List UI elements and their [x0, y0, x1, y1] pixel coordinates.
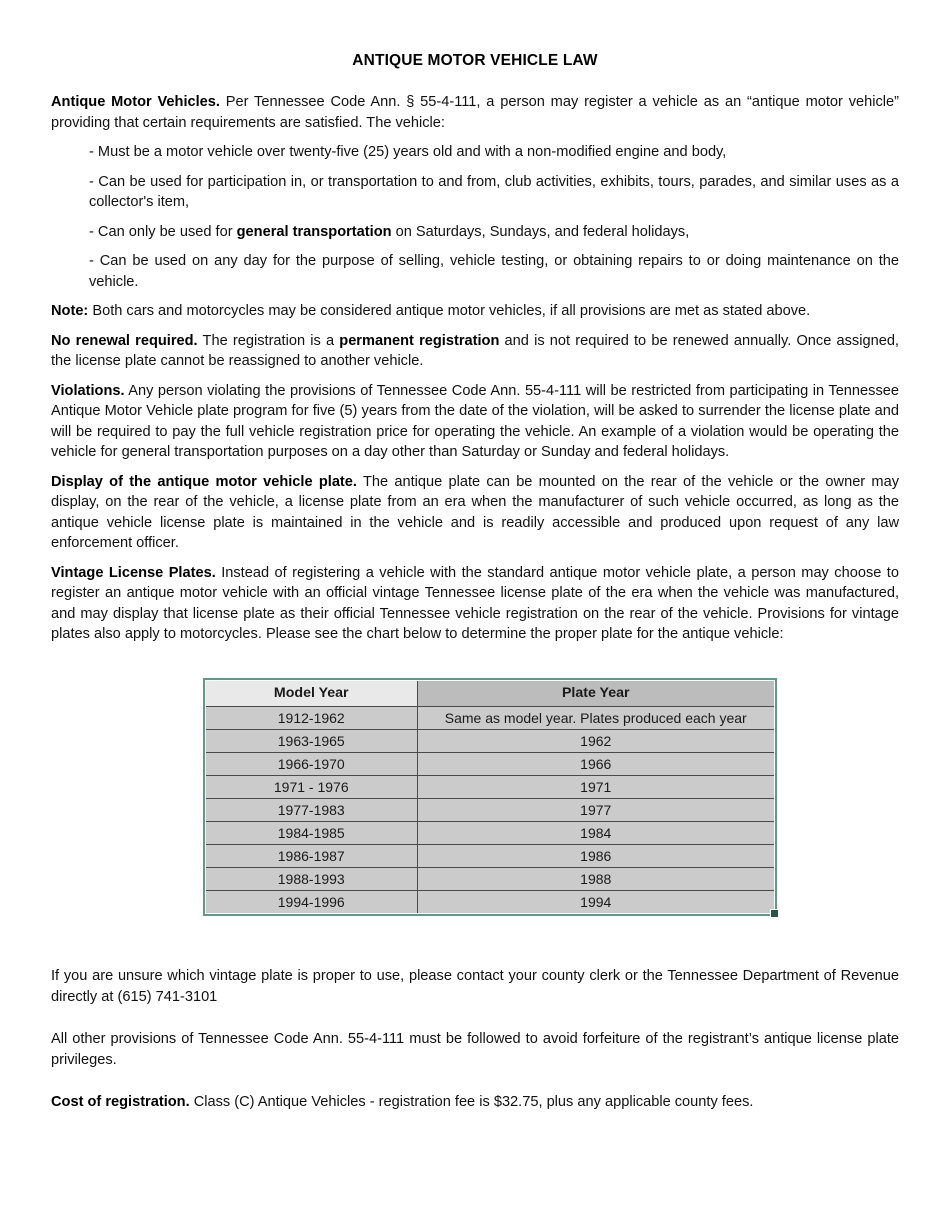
cell-model-year: 1966-1970	[206, 752, 417, 775]
cell-model-year: 1988-1993	[206, 867, 417, 890]
cell-model-year: 1912-1962	[206, 706, 417, 729]
plate-year-table	[206, 681, 774, 913]
list-item	[51, 172, 899, 213]
intro-text: Per Tennessee Code Ann. § 55-4-111, a person may register a vehicle as an “antique motor vehicle” providing that certain requirements are satisfied. The vehicle:	[51, 94, 900, 131]
paragraph-other-provisions	[51, 1029, 899, 1070]
section-body-display: The antique plate can be mounted on the rear of the vehicle or the owner may display, on the rear of the vehicle, a license plate from an era when the manufacturer of such vehicle occurred, as long as the antique vehicle license plate is maintained in the vehicle and is readily accessible and produced upon request of any law enforcement officer.	[51, 473, 899, 551]
cost-text: Class (C) Antique Vehicles - registration fee is $32.75, plus any applicable county fees.	[189, 1094, 754, 1110]
cell-model-year: 1994-1996	[206, 890, 417, 913]
cell-plate-year: 1962	[417, 729, 774, 752]
section-body-violations: Any person violating the provisions of Tennessee Code Ann. 55-4-111 will be restricted from participating in Tennessee Antique Motor Vehicle plate program for five (5) years from the date of the violation, will be asked to surrender the license plate and will be required to pay the full vehicle registration price for operating the vehicle. An example of a violation would be operating the vehicle for general transportation purposes on a day other than Saturday or Sunday and federal holidays.	[51, 382, 899, 460]
cell-plate-year: Same as model year. Plates produced each year	[417, 706, 774, 729]
plate-year-table-container	[203, 678, 777, 916]
section-lead-no-renewal: No renewal required.	[51, 332, 198, 349]
table-row	[206, 867, 774, 890]
section-lead-vintage-plates: Vintage License Plates.	[51, 564, 216, 581]
paragraph-note	[51, 301, 899, 322]
cell-model-year: 1963-1965	[206, 729, 417, 752]
bullet-text-before: - Can only be used for	[89, 223, 237, 240]
section-lead-display: Display of the antique motor vehicle plate.	[51, 473, 357, 490]
section-body-no-renewal-cont: and is not required to be renewed annually. Once assigned, the license plate cannot be reassigned to another vehicle.	[51, 332, 899, 369]
cell-plate-year: 1988	[417, 867, 774, 890]
cell-model-year: 1984-1985	[206, 821, 417, 844]
paragraph-display	[51, 472, 899, 554]
paragraph-contact	[51, 966, 899, 1007]
table-row	[206, 706, 774, 729]
list-item	[51, 251, 899, 292]
table-row	[206, 844, 774, 867]
bullet-text-after: on Saturdays, Sundays, and federal holidays,	[391, 223, 690, 240]
bullet-text-before: - Can be used on any day for the purpose of selling, vehicle testing, or obtaining repairs to or doing maintenance on the vehicle.	[89, 253, 899, 290]
section-body-no-renewal: The registration is a	[197, 332, 340, 349]
cell-plate-year: 1994	[417, 890, 774, 913]
table-body	[206, 706, 774, 913]
contact-text: If you are unsure which vintage plate is proper to use, please contact your county clerk or the Tennessee Department of Revenue directly at (615) 741-3101	[51, 968, 899, 1005]
section-lead-violations: Violations.	[51, 382, 125, 399]
column-header-plate-year: Plate Year	[417, 681, 774, 706]
cell-model-year: 1986-1987	[206, 844, 417, 867]
spreadsheet-selection-frame	[203, 678, 777, 916]
bullet-text-before: - Must be a motor vehicle over twenty-five (25) years old and with a non-modified engine and body,	[89, 144, 727, 160]
paragraph-no-renewal	[51, 331, 899, 372]
table-header-row	[206, 681, 774, 706]
section-body-vintage-plates: Instead of registering a vehicle with the standard antique motor vehicle plate, a person may choose to register an antique motor vehicle with an official vintage Tennessee license plate of the era when the vehicle was manufactured, and may display that license plate as their official Tennessee vehicle registration on the rear of the vehicle. Provisions for vintage plates also apply to motorcycles. Please see the chart below to determine the proper plate for the antique vehicle:	[51, 564, 899, 642]
table-row	[206, 798, 774, 821]
document-footer-body	[51, 966, 899, 1113]
paragraph-vintage-plates	[51, 563, 899, 645]
table-row	[206, 775, 774, 798]
cell-model-year: 1971 - 1976	[206, 775, 417, 798]
cell-plate-year: 1986	[417, 844, 774, 867]
paragraph-violations	[51, 381, 899, 463]
page-title: ANTIQUE MOTOR VEHICLE LAW	[352, 52, 598, 69]
table-row	[206, 821, 774, 844]
cell-plate-year: 1984	[417, 821, 774, 844]
cell-plate-year: 1971	[417, 775, 774, 798]
list-item	[51, 222, 899, 243]
section-body-emphasis: permanent registration	[339, 332, 500, 349]
cost-lead-label: Cost of registration.	[51, 1094, 190, 1110]
section-body-note: Both cars and motorcycles may be considered antique motor vehicles, if all provisions are met as stated above.	[88, 303, 811, 319]
bullet-text-bold: general transportation	[236, 223, 392, 240]
table-row	[206, 890, 774, 913]
paragraph-intro	[51, 92, 899, 133]
table-row	[206, 729, 774, 752]
other-provisions-text: All other provisions of Tennessee Code Ann. 55-4-111 must be followed to avoid forfeiture of the registrant’s antique license plate privileges.	[51, 1031, 899, 1068]
intro-lead-label: Antique Motor Vehicles.	[51, 94, 220, 110]
spreadsheet-fill-handle[interactable]	[770, 909, 779, 918]
section-lead-note: Note:	[51, 303, 89, 319]
list-item	[51, 142, 899, 163]
paragraph-cost	[51, 1092, 899, 1113]
cell-model-year: 1977-1983	[206, 798, 417, 821]
document-body	[51, 92, 899, 645]
bullet-text-before: - Can be used for participation in, or transportation to and from, club activities, exhibits, tours, parades, and similar uses as a collector's item,	[89, 173, 899, 210]
cell-plate-year: 1966	[417, 752, 774, 775]
cell-plate-year: 1977	[417, 798, 774, 821]
column-header-model-year: Model Year	[206, 681, 417, 706]
table-row	[206, 752, 774, 775]
